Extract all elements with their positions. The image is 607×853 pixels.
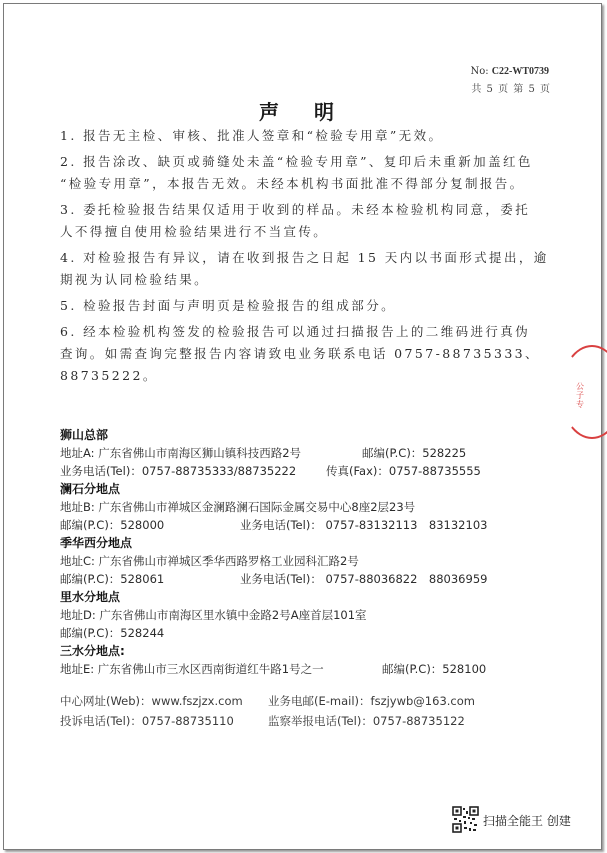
address: 地址C: 广东省佛山市禅城区季华西路罗格工业园科汇路2号	[60, 554, 359, 568]
location-name: 三水分地点:	[60, 644, 125, 658]
clause-line: 5. 检验报告封面与声明页是检验报告的组成部分。	[60, 298, 397, 313]
phone: 业务电话(Tel)： 0757-88036822 88036959	[240, 572, 488, 586]
address-row	[60, 606, 560, 624]
location-shishan	[60, 426, 560, 480]
address: 地址A: 广东省佛山市南海区狮山镇科技西路2号	[60, 446, 302, 460]
clause-line: 查询。如需查询完整报告内容请致电业务联系电话 0757-88735333、	[60, 346, 540, 361]
clause-line: 88735222。	[60, 368, 158, 383]
address-row	[60, 660, 560, 678]
qr-code-icon	[452, 806, 479, 833]
contact-footer	[60, 691, 580, 731]
postcode: 邮编(P.C)：528000	[60, 518, 165, 532]
fax: 传真(Fax)：0757-88735555	[326, 464, 481, 478]
report-number-value: C22-WT0739	[491, 66, 549, 77]
phone: 业务电话(Tel)： 0757-83132113 83132103	[240, 518, 488, 532]
location-lanshi	[60, 480, 560, 534]
clause-line: 2. 报告涂改、缺页或骑缝处未盖“检验专用章”、复印后未重新加盖红色	[60, 154, 533, 169]
postcode: 邮编(P.C)：528244	[60, 626, 165, 640]
footer-row	[60, 711, 580, 731]
address-row	[60, 444, 560, 462]
postcode: 邮编(P.C)：528100	[382, 662, 487, 676]
location-name: 里水分地点	[60, 590, 121, 604]
report-number	[470, 66, 549, 77]
website: 中心网址(Web)：www.fszjzx.com	[60, 694, 243, 708]
phone-row	[60, 570, 560, 588]
supervision-phone: 监察举报电话(Tel)：0757-88735122	[268, 714, 465, 728]
postcode: 邮编(P.C)：528061	[60, 572, 165, 586]
location-name: 澜石分地点	[60, 482, 121, 496]
location-name: 狮山总部	[60, 428, 109, 442]
page-title: 声 明	[259, 100, 348, 124]
clause-line: 4. 对检验报告有异议，请在收到报告之日起 15 天内以书面形式提出，逾	[60, 250, 549, 265]
address: 地址E: 广东省佛山市三水区西南街道红牛路1号之一	[60, 662, 324, 676]
clause-line: “检验专用章”，本报告无效。未经本机构书面批准不得部分复制报告。	[60, 176, 525, 191]
phone-row	[60, 516, 560, 534]
office-locations	[60, 426, 560, 678]
clause-line: 3. 委托检验报告结果仅适用于收到的样品。未经本检验机构同意，委托	[60, 202, 531, 217]
clause-5	[60, 295, 560, 317]
location-jihuaxi	[60, 534, 560, 588]
clause-1	[60, 125, 560, 147]
address-row	[60, 552, 560, 570]
location-sanshui	[60, 642, 560, 678]
clause-line: 期视为认同检验结果。	[60, 272, 210, 287]
address: 地址D: 广东省佛山市南海区里水镇中金路2号A座首层101室	[60, 608, 367, 622]
phone-row	[60, 462, 560, 480]
statement-clauses	[60, 125, 560, 391]
clause-4	[60, 247, 560, 291]
footer-row	[60, 691, 580, 711]
seal-text: 公子专	[576, 382, 584, 409]
location-name: 季华西分地点	[60, 536, 133, 550]
location-lishui	[60, 588, 560, 642]
address-row	[60, 498, 560, 516]
address: 地址B: 广东省佛山市禅城区金澜路澜石国际金属交易中心8座2层23号	[60, 500, 416, 514]
report-number-label: No:	[470, 66, 489, 77]
scanner-watermark: 扫描全能王 创建	[483, 814, 571, 828]
clause-2	[60, 151, 560, 195]
clause-6	[60, 321, 560, 387]
clause-3	[60, 199, 560, 243]
postcode: 邮编(P.C)：528225	[362, 446, 467, 460]
postcode-row	[60, 624, 560, 642]
page-info: 共 5 页 第 5 页	[471, 84, 551, 95]
clause-line: 6. 经本检验机构签发的检验报告可以通过扫描报告上的二维码进行真伪	[60, 324, 531, 339]
complaint-phone: 投诉电话(Tel)：0757-88735110	[60, 714, 234, 728]
clause-line: 人不得擅自使用检验结果进行不当宣传。	[60, 224, 329, 239]
email: 业务电邮(E-mail)：fszjywb@163.com	[268, 694, 475, 708]
phone: 业务电话(Tel)：0757-88735333/88735222	[60, 464, 297, 478]
clause-line: 1. 报告无主检、审核、批准人签章和“检验专用章”无效。	[60, 128, 444, 143]
